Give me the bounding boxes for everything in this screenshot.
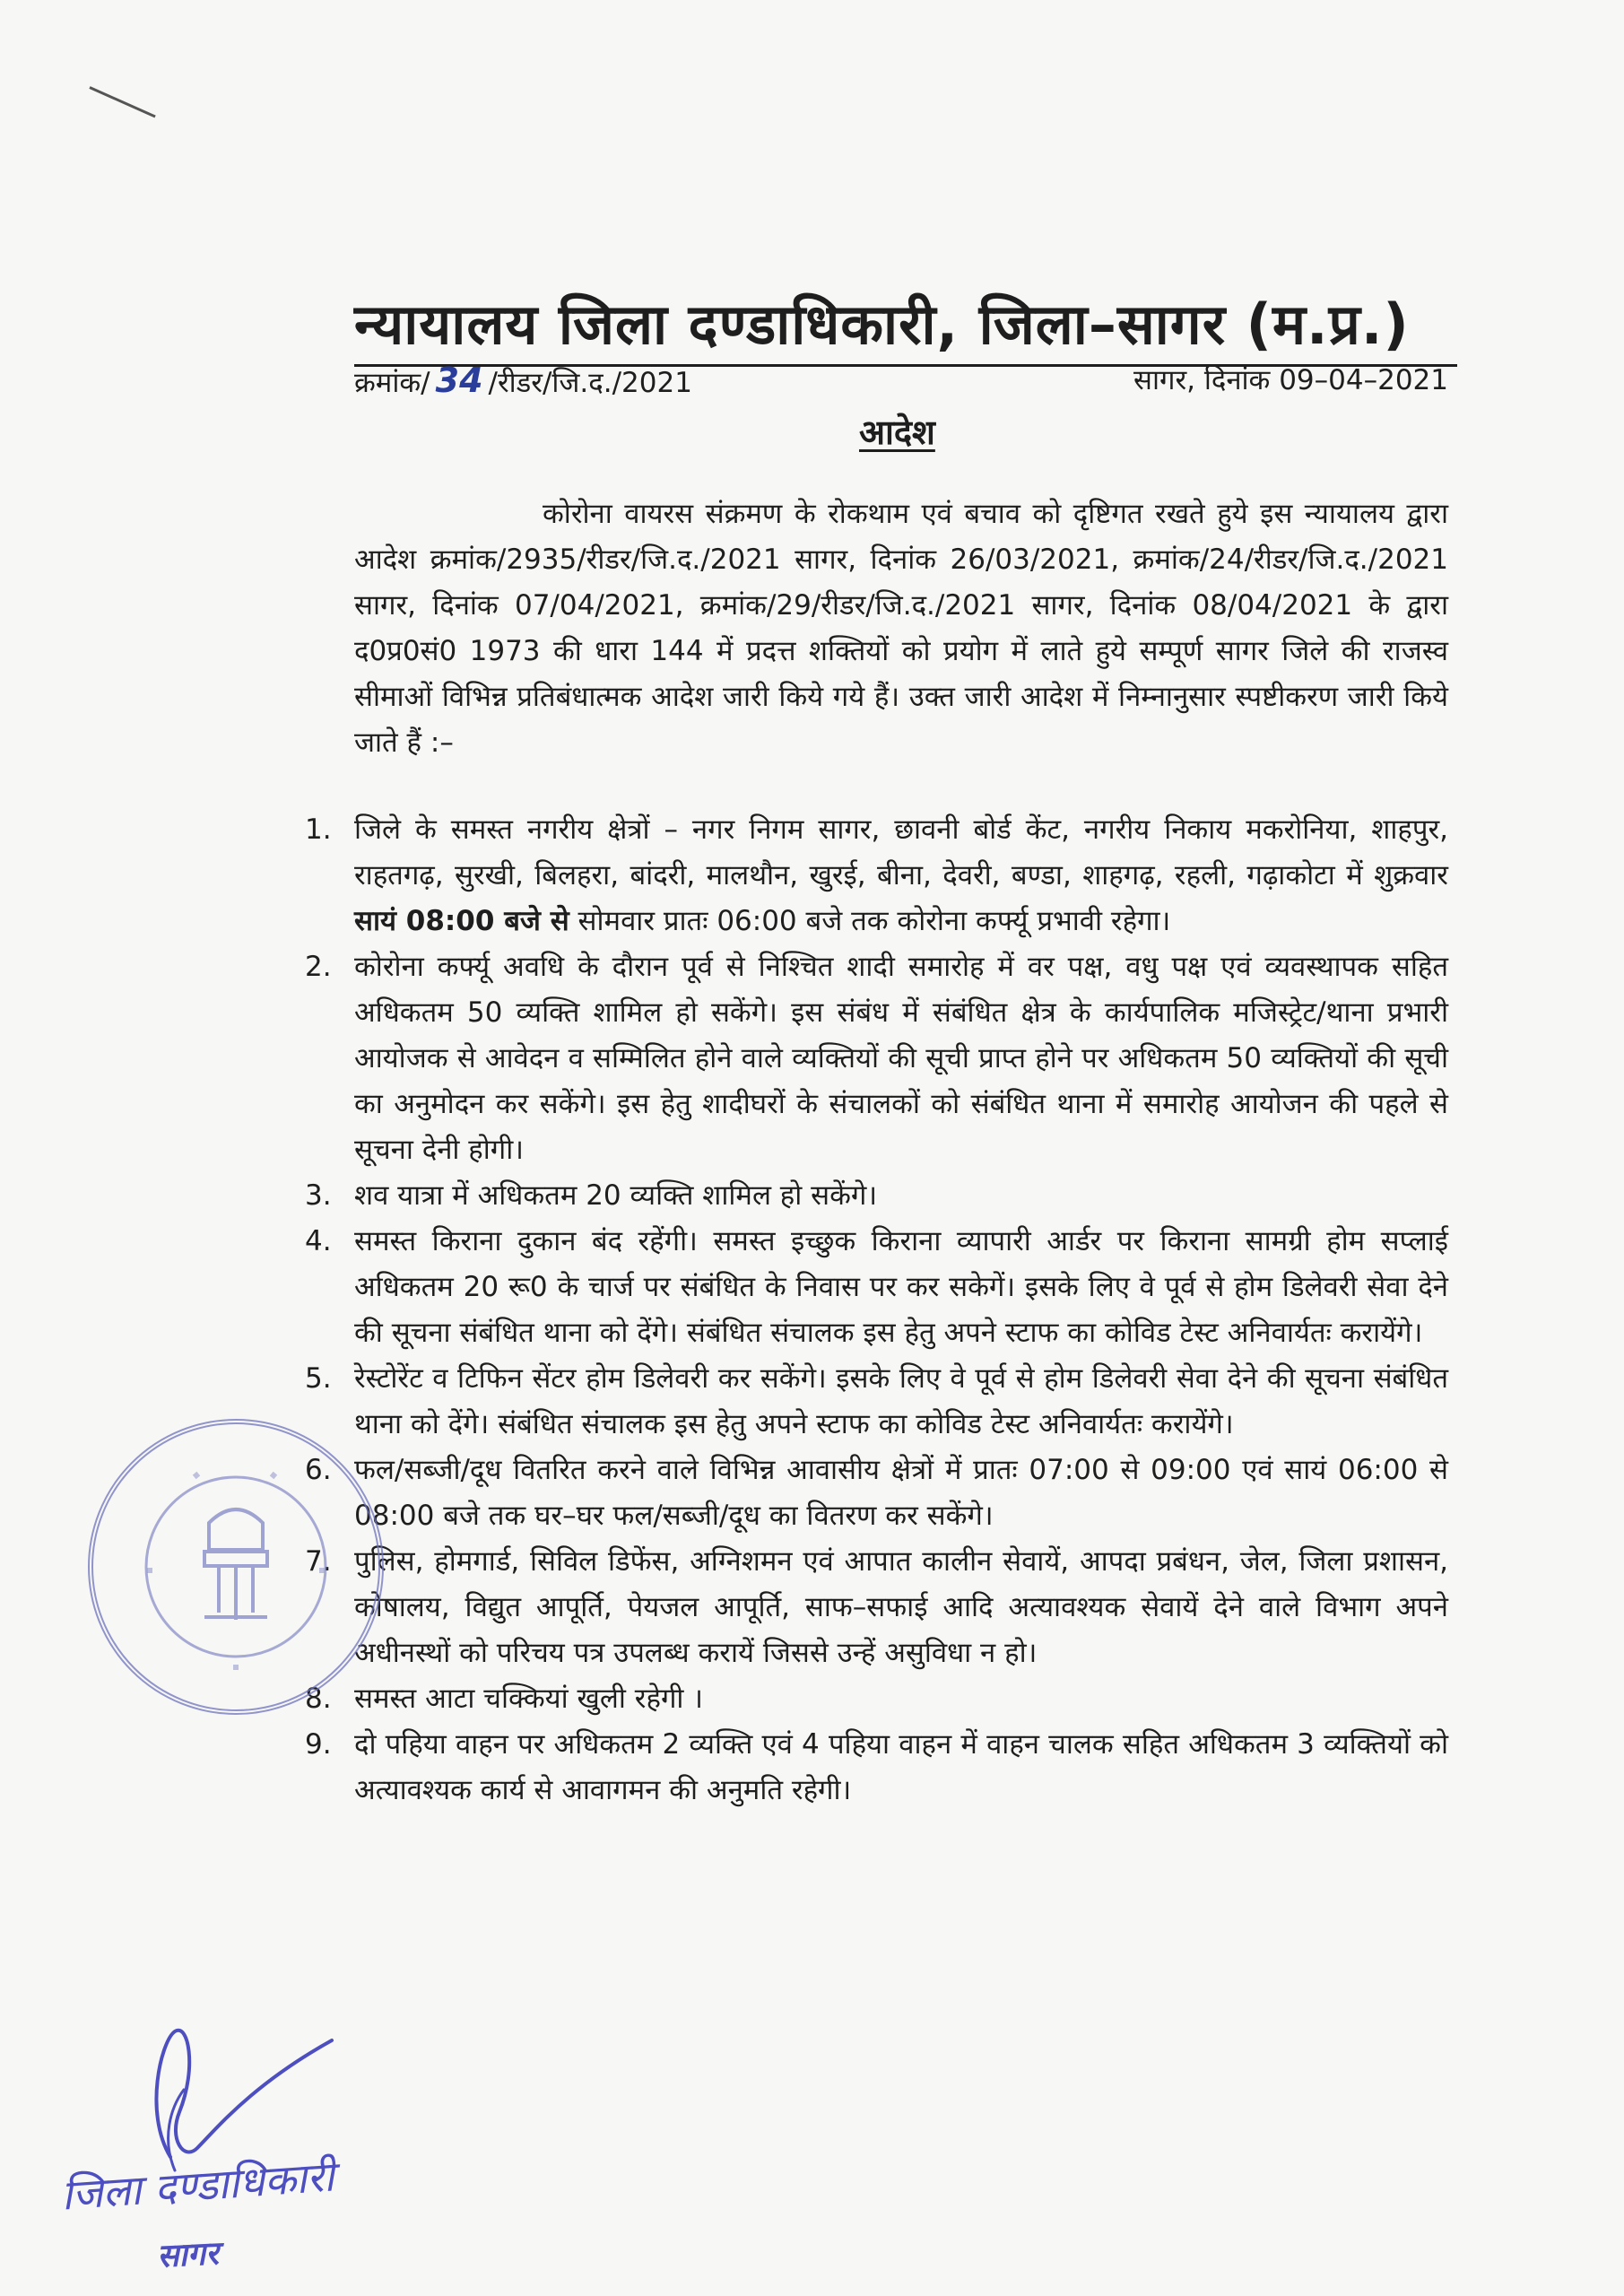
point-text: रेस्टोरेंट व टिफिन सेंटर होम डिलेवरी कर सकेंगे। इसके लिए वे पूर्व से होम डिलेवरी सेवा देने की सूचना संबंधित थाना को देंगे। संबंधित संचालक इस हेतु अपने स्टाफ का कोविड टेस्ट अनिवार्यतः करायेंगे। [354,1362,1448,1440]
point-number: 7. [305,1545,332,1578]
list-item [305,1539,1448,1676]
point-number: 9. [305,1728,332,1761]
reference-line [354,361,1448,401]
point-number: 1. [305,813,332,846]
point-text-bold: सायं 08:00 बजे से [354,905,569,937]
point-text: शव यात्रा में अधिकतम 20 व्यक्ति शामिल हो सकेंगे। [354,1179,878,1212]
point-text: दो पहिया वाहन पर अधिकतम 2 व्यक्ति एवं 4 पहिया वाहन में वाहन चालक सहित अधिकतम 3 व्यक्तियों को अत्यावश्यक कार्य से आवागमन की अनुमति रहेगी। [354,1728,1448,1806]
ref-suffix: /रीडर/जि.द./2021 [488,367,692,399]
list-item [305,1722,1448,1813]
point-number: 5. [305,1362,332,1395]
intro-paragraph: कोरोना वायरस संक्रमण के रोकथाम एवं बचाव को दृष्टिगत रखते हुये इस न्यायालय द्वारा आदेश क्रमांक/2935/रीडर/जि.द./2021 सागर, दिनांक 26/03/2021, क्रमांक/24/रीडर/जि.द./2021 सागर, दिनांक 07/04/2021, क्रमांक/29/रीडर/जि.द./2021 सागर, दिनांक 08/04/2021 के द्वारा द0प्र0सं0 1973 की धारा 144 में प्रदत्त शक्तियों को प्रयोग में लाते हुये सम्पूर्ण सागर जिले की राजस्व सीमाओं विभिन्न प्रतिबंधात्मक आदेश जारी किये गये हैं। उक्त जारी आदेश में निम्नानुसार स्पष्टीकरण जारी किये जाते हैं :– [354,498,1448,759]
point-text: समस्त किराना दुकान बंद रहेंगी। समस्त इच्छुक किराना व्यापारी आर्डर पर किराना सामग्री होम सप्लाई अधिकतम 20 रू0 के चार्ज पर संबंधित के निवास पर कर सकेगें। इसके लिए वे पूर्व से होम डिलेवरी सेवा देने की सूचना संबंधित थाना को देंगे। संबंधित संचालक इस हेतु अपने स्टाफ का कोविड टेस्ट अनिवार्यतः करायेंगे। [354,1225,1448,1349]
list-item [305,1173,1448,1219]
stray-pen-mark [89,86,155,117]
point-text: कोरोना कर्फ्यू अवधि के दौरान पूर्व से निश्चित शादी समारोह में वर पक्ष, वधु पक्ष एवं व्यवस्थापक सहित अधिकतम 50 व्यक्ति शामिल हो सकेंगे। इस संबंध में संबंधित क्षेत्र के कार्यपालिक मजिस्ट्रेट/थाना प्रभारी आयोजक से आवेदन व सम्मिलित होने वाले व्यक्तियों की सूची प्राप्त होने पर अधिकतम 50 व्यक्तियों की सूची का अनुमोदन कर सकेंगे। इस हेतु शादीघरों के संचालकों को संबंधित थाना में समारोह आयोजन की पहले से सूचना देनी होगी। [354,951,1448,1166]
reference-number [354,361,692,401]
list-item [305,807,1448,944]
list-item [305,1219,1448,1356]
list-item [305,1356,1448,1448]
list-item [305,944,1448,1173]
court-title: न्यायालय जिला दण्डाधिकारी, जिला–सागर (म.प्र.) [354,285,1457,367]
signatory-place-stamp: सागर [156,2235,220,2275]
point-text: पुलिस, होमगार्ड, सिविल डिफेंस, अग्निशमन एवं आपात कालीन सेवायें, आपदा प्रबंधन, जेल, जिला प्रशासन, कोषालय, विद्युत आपूर्ति, पेयजल आपूर्ति, साफ–सफाई आदि अत्यावश्यक सेवायें देने वाले विभाग अपने अधीनस्थों को परिचय पत्र उपलब्ध करायें जिससे उन्हें असुविधा न हो। [354,1545,1448,1669]
point-text [354,807,1448,944]
ref-handwritten-number: 34 [435,361,483,400]
order-points-list [305,807,1448,1813]
order-heading: आदेश [859,413,935,452]
point-text: समस्त आटा चक्कियां खुली रहेगी । [354,1683,704,1715]
ref-prefix: क्रमांक/ [354,367,430,399]
point-number: 4. [305,1225,332,1257]
official-seal-stamp [88,1419,384,1715]
point-text-part: जिले के समस्त नगरीय क्षेत्रों – नगर निगम सागर, छावनी बोर्ड केंट, नगरीय निकाय मकरोनिया, शाहपुर, राहतगढ़, सुरखी, बिलहरा, बांदरी, मालथौन, खुरई, बीना, देवरी, बण्डा, शाहगढ़, रहली, गढ़ाकोटा में शुक्रवार [354,813,1448,891]
place-date: सागर, दिनांक 09–04–2021 [1133,364,1448,396]
signatory-title-stamp: जिला दण्डाधिकारी [59,2152,336,2220]
point-number: 2. [305,951,332,983]
point-number: 6. [305,1454,332,1486]
point-text: फल/सब्जी/दूध वितरित करने वाले विभिन्न आवासीय क्षेत्रों में प्रातः 07:00 से 09:00 एवं सायं 06:00 से 08:00 बजे तक घर–घर फल/सब्जी/दूध का वितरण कर सकेंगे। [354,1454,1448,1532]
point-number: 3. [305,1179,332,1212]
point-text-part: सोमवार प्रातः 06:00 बजे तक कोरोना कर्फ्यू प्रभावी रहेगा। [569,905,1171,937]
list-item [305,1676,1448,1722]
point-number: 8. [305,1683,332,1715]
emblem-icon [93,1424,378,1709]
list-item [305,1448,1448,1539]
